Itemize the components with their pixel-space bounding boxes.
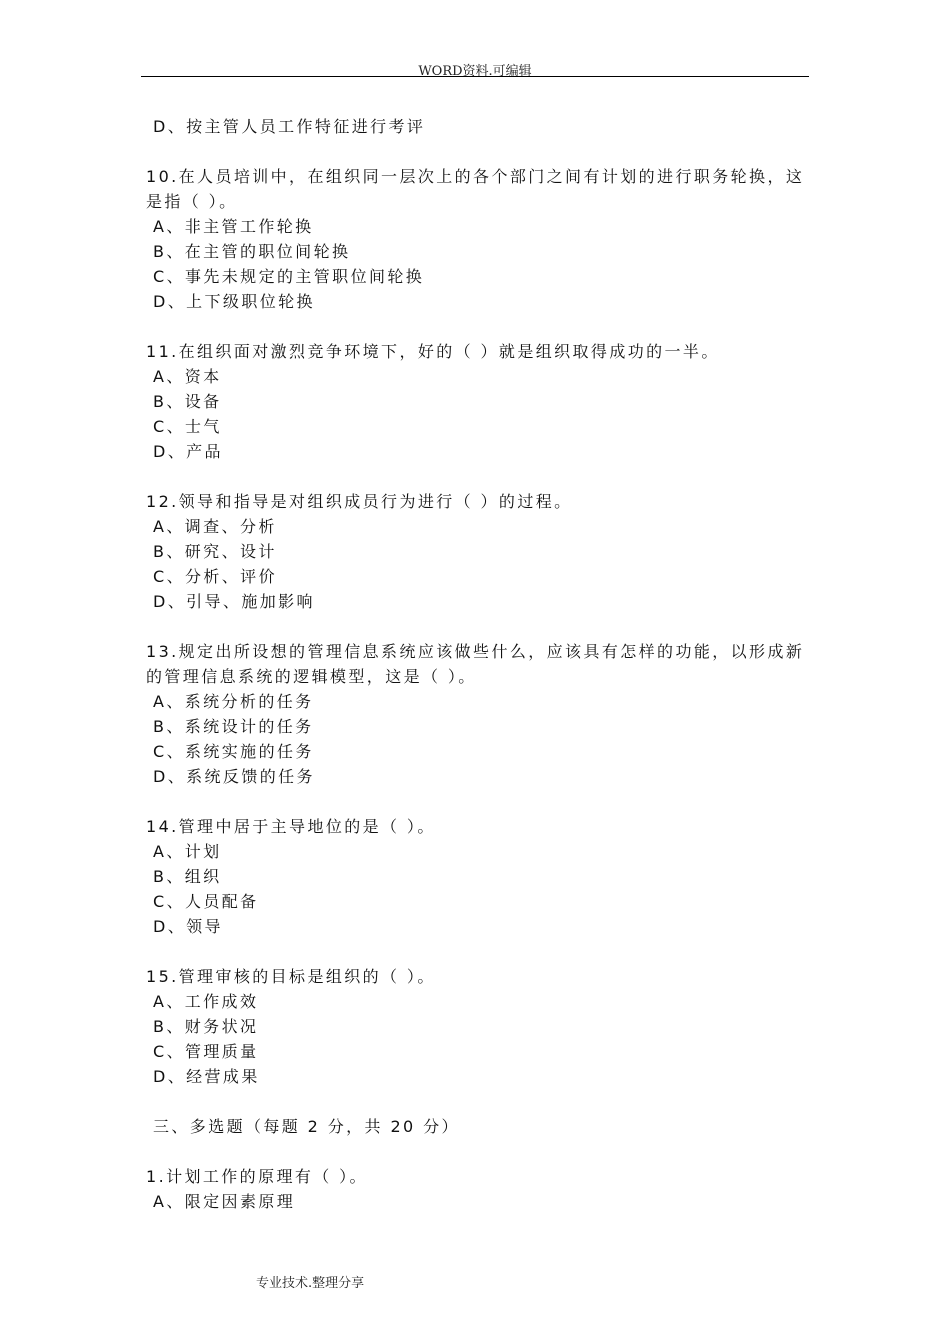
question-15-option-d: D、经营成果	[153, 1067, 260, 1086]
question-11-option-a: A、资本	[153, 367, 222, 386]
question-10-option-d: D、上下级职位轮换	[153, 292, 315, 311]
page-footer: 专业技术.整理分享	[256, 1276, 365, 1291]
question-15-option-b: B、财务状况	[153, 1017, 259, 1036]
question-12-option-d: D、引导、施加影响	[153, 592, 315, 611]
multi-question-1-stem: 1.计划工作的原理有（ ）。	[146, 1167, 368, 1186]
question-15-option-c: C、管理质量	[153, 1042, 259, 1061]
question-14-option-a: A、计划	[153, 842, 222, 861]
question-13-stem: 13.规定出所设想的管理信息系统应该做些什么，应该具有怎样的功能，以形成新的管理信息系统的逻辑模型，这是（ ）。	[146, 642, 805, 686]
question-13-option-d: D、系统反馈的任务	[153, 767, 315, 786]
question-12-stem: 12.领导和指导是对组织成员行为进行（ ）的过程。	[146, 492, 573, 511]
header-divider	[141, 76, 809, 77]
question-12-option-b: B、研究、设计	[153, 542, 277, 561]
question-11-option-d: D、产品	[153, 442, 223, 461]
question-12-option-a: A、调查、分析	[153, 517, 277, 536]
question-10-option-c: C、事先未规定的主管职位间轮换	[153, 267, 425, 286]
question-11-stem: 11.在组织面对激烈竞争环境下，好的（ ）就是组织取得成功的一半。	[146, 342, 720, 361]
multi-question-1-option-a: A、限定因素原理	[153, 1192, 296, 1211]
question-13-option-c: C、系统实施的任务	[153, 742, 314, 761]
question-11-option-c: C、士气	[153, 417, 222, 436]
question-14-stem: 14.管理中居于主导地位的是（ ）。	[146, 817, 436, 836]
question-14-option-b: B、组织	[153, 867, 222, 886]
carry-over-option: D、按主管人员工作特征进行考评	[153, 117, 426, 136]
question-15-stem: 15.管理审核的目标是组织的（ ）。	[146, 967, 436, 986]
question-14-option-d: D、领导	[153, 917, 223, 936]
question-14-option-c: C、人员配备	[153, 892, 259, 911]
section-heading: 三、多选题（每题 2 分，共 20 分）	[153, 1117, 460, 1136]
question-12-option-c: C、分析、评价	[153, 567, 277, 586]
question-10-option-b: B、在主管的职位间轮换	[153, 242, 351, 261]
page-header: WORD资料.可编辑	[418, 64, 532, 79]
question-13-option-b: B、系统设计的任务	[153, 717, 314, 736]
question-13-option-a: A、系统分析的任务	[153, 692, 314, 711]
question-10-stem: 10.在人员培训中，在组织同一层次上的各个部门之间有计划的进行职务轮换，这是指（ ）。	[146, 167, 805, 211]
question-15-option-a: A、工作成效	[153, 992, 259, 1011]
question-11-option-b: B、设备	[153, 392, 222, 411]
question-10-option-a: A、非主管工作轮换	[153, 217, 314, 236]
document-body	[146, 114, 816, 1214]
